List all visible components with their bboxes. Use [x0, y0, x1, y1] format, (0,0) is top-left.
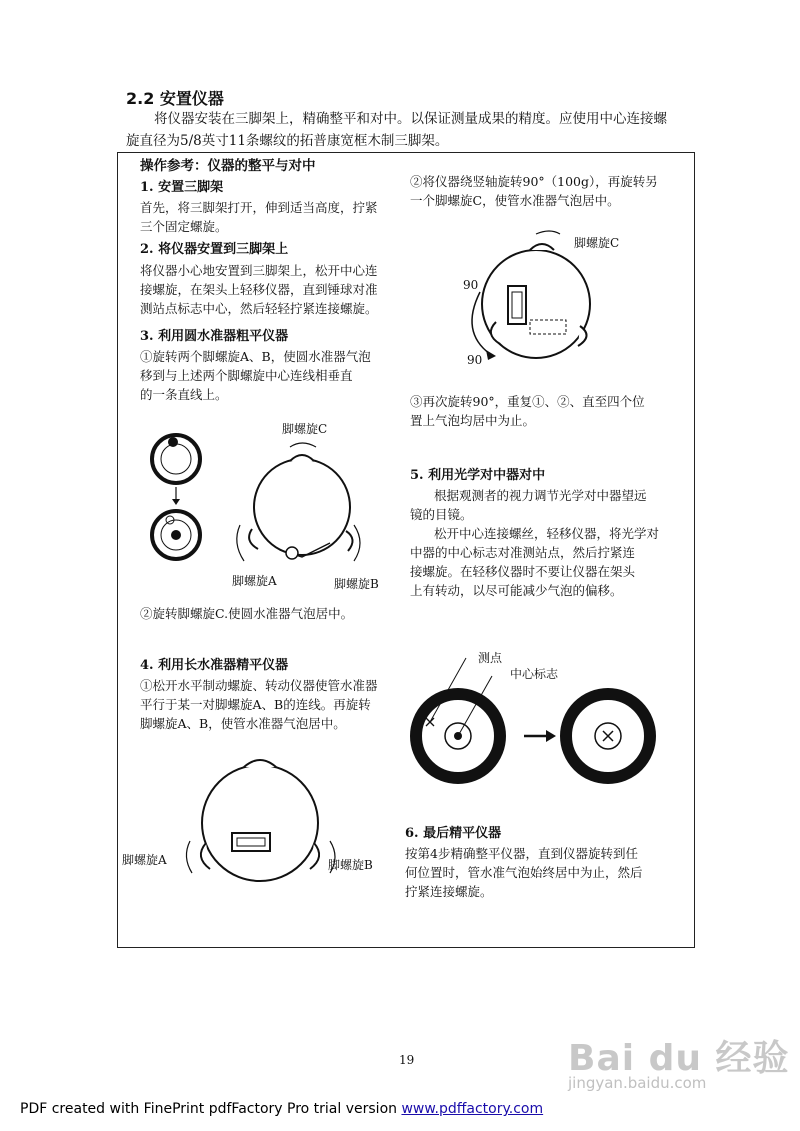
instrument-body [254, 459, 350, 555]
foot-screw-c [290, 455, 314, 461]
text-line: ①松开水平制动螺旋、转动仪器使管水准器 [140, 678, 378, 693]
rotation-arrow-icon [237, 525, 244, 561]
foot-screw-c-label: 脚螺旋C [574, 236, 620, 250]
bubble-centered [171, 530, 181, 540]
foot-screw-b-label: 脚螺旋B [334, 577, 379, 591]
text-line: 上有转动，以尽可能减少气泡的偏移。 [410, 583, 623, 598]
arrowhead-icon [546, 730, 556, 742]
rotation-90-figure [450, 222, 650, 372]
baidu-watermark-url: jingyan.baidu.com [568, 1074, 707, 1092]
text-line: 接螺旋，在架头上轻移仪器，直到锤球对准 [140, 282, 378, 297]
level-inner-top [161, 444, 191, 474]
instrument-body [202, 765, 318, 881]
text-line: 测站点标志中心，然后轻轻拧紧连接螺旋。 [140, 301, 378, 316]
section-title: 2.2 安置仪器 [126, 89, 224, 108]
text-line: 按第4步精确整平仪器，直到仪器旋转到任 [405, 846, 638, 861]
repeat-text [410, 392, 686, 430]
foot-screw-c [530, 244, 554, 250]
center-mark-label: 中心标志 [510, 667, 559, 681]
rotation-arrow-icon [186, 841, 192, 873]
text-line: 三个固定螺旋。 [140, 219, 228, 234]
pdf-footer [20, 1101, 543, 1117]
arrowhead-icon [172, 499, 180, 505]
bubble-off-center [168, 437, 178, 447]
text-line: ③再次旋转90°，重复①、②、直至四个位 [410, 394, 645, 409]
text-line: 平行于某一对脚螺旋A、B的连线。再旋转 [140, 697, 371, 712]
text-line: 何位置时，管水准气泡始终居中为止，然后 [405, 865, 643, 880]
text-line: 中器的中心标志对准测站点，然后拧紧连 [410, 545, 636, 560]
text-line: 接螺旋。在轻移仪器时不要让仪器在架头 [410, 564, 636, 579]
foot-screw-b-label: 脚螺旋B [328, 858, 373, 872]
rotation-arrow-icon [290, 443, 316, 447]
text-line: ②将仪器绕竖轴旋转90°（100g），再旋转另 [410, 174, 658, 189]
step6-text [405, 844, 685, 901]
pdffactory-link[interactable]: www.pdffactory.com [401, 1101, 544, 1117]
step5-title: 5. 利用光学对中器对中 [410, 468, 546, 483]
foot-screw-a-label: 脚螺旋A [122, 853, 167, 867]
intro-line: 旋直径为5/8英寸11条螺纹的拓普康宽框木制三脚架。 [126, 133, 449, 149]
step3-title: 3. 利用圆水准器粗平仪器 [140, 329, 289, 344]
box-heading: 操作参考：仪器的整平与对中 [140, 158, 316, 174]
step2-title: 2. 将仪器安置到三脚架上 [140, 242, 289, 257]
text-line: 脚螺旋A、B，使管水准器气泡居中。 [140, 716, 346, 731]
text-line: 根据观测者的视力调节光学对中器望远 [434, 488, 647, 503]
page-number: 19 [399, 1053, 415, 1067]
step6-title: 6. 最后精平仪器 [405, 826, 502, 841]
rotate-90-text [410, 172, 686, 210]
circular-level-icon [286, 547, 298, 559]
text-line: 的一条直线上。 [140, 387, 228, 402]
step4-text [140, 676, 404, 733]
text-line: 将仪器小心地安置到三脚架上，松开中心连 [140, 263, 378, 278]
angle-label: 90 [463, 278, 479, 292]
step5-text [410, 486, 682, 600]
text-line: 松开中心连接螺丝，轻移仪器，将光学对 [434, 526, 660, 541]
text-line: ①旋转两个脚螺旋A、B，使圆水准器气泡 [140, 349, 371, 364]
pdf-footer-text: PDF created with FinePrint pdfFactory Pro trial version [20, 1101, 402, 1117]
rotation-arrow-icon [354, 525, 360, 561]
optical-plummet-figure [408, 640, 688, 790]
plate-level-icon [232, 833, 270, 851]
step4-title: 4. 利用长水准器精平仪器 [140, 658, 289, 673]
arrowhead-icon [486, 350, 496, 360]
foot-screw-c-label: 脚螺旋C [282, 422, 328, 436]
step1-title: 1. 安置三脚架 [140, 180, 224, 195]
aligned-point-icon [603, 731, 613, 741]
angle-label: 90 [467, 353, 483, 367]
foot-screw-c [244, 760, 276, 767]
text-line: 首先，将三脚架打开，伸到适当高度，拧紧 [140, 200, 378, 215]
step2-text [140, 261, 402, 318]
rotation-arrow-icon [536, 231, 560, 234]
text-line: 拧紧连接螺旋。 [405, 884, 493, 899]
foot-screw-a-label: 脚螺旋A [232, 574, 277, 588]
text-line: 置上气泡均居中为止。 [410, 413, 536, 428]
text-line: 一个脚螺旋C，使管水准器气泡居中。 [410, 193, 620, 208]
intro-paragraph [126, 108, 706, 152]
station-point-label: 测点 [478, 651, 503, 665]
step3-text [140, 347, 402, 404]
text-line: 镜的目镜。 [410, 507, 473, 522]
step1-text [140, 198, 400, 236]
baidu-watermark-logo: Bai du 经验 [568, 1038, 790, 1079]
text-line: 移到与上述两个脚螺旋中心连线相垂直 [140, 368, 353, 383]
intro-line: 将仪器安装在三脚架上，精确整平和对中。以保证测量成果的精度。应使用中心连接螺 [154, 111, 667, 127]
step3-note: ②旋转脚螺旋C.使圆水准器气泡居中。 [140, 606, 354, 621]
foot-screw-a [249, 529, 258, 549]
foot-screw-b [346, 531, 353, 551]
